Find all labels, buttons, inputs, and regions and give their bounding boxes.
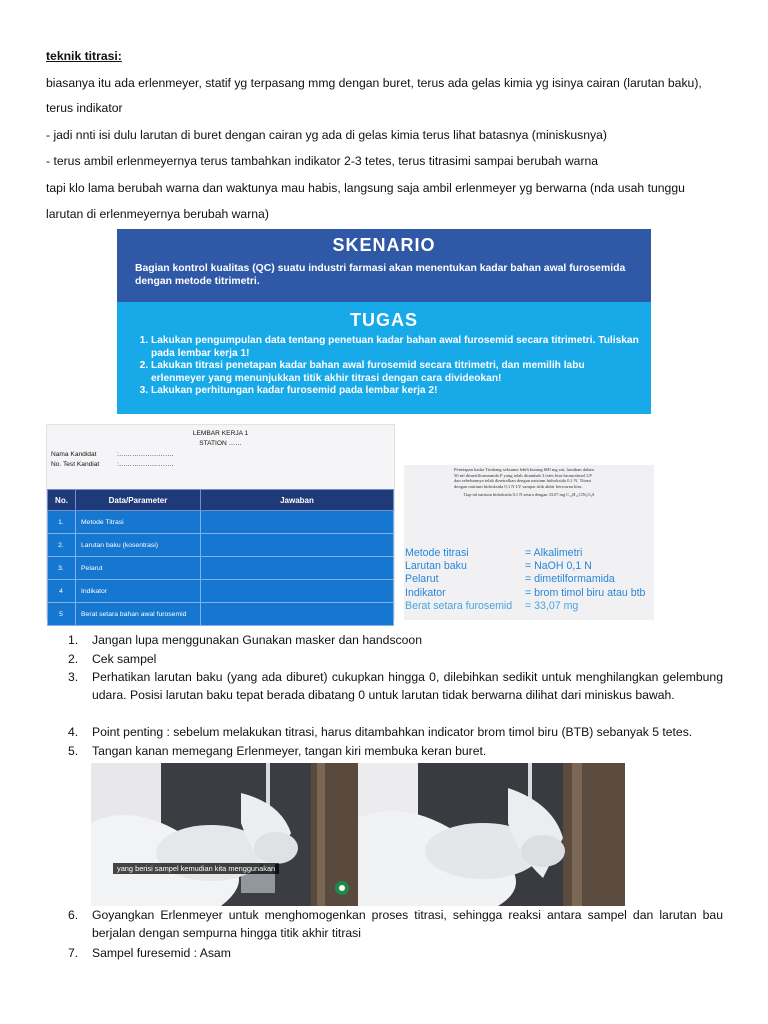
answer-row xyxy=(405,560,645,573)
worksheet-image xyxy=(46,424,395,620)
row-answer xyxy=(201,534,394,557)
table-row xyxy=(48,557,394,580)
row-parameter: Metode Titrasi xyxy=(76,511,201,534)
intro-line: biasanya itu ada erlenmeyer, statif yg terpasang mmg dengan buret, terus ada gelas kimia yg isinya cairan (larutan baku), xyxy=(46,76,702,90)
item-number: 5. xyxy=(68,744,79,758)
row-answer xyxy=(201,511,394,534)
list-item xyxy=(68,945,723,963)
column-header: No. xyxy=(48,490,76,511)
answer-row xyxy=(405,573,645,586)
item-text: Sampel furesemid : Asam xyxy=(92,946,231,960)
answer-value: = brom timol biru atau btb xyxy=(525,586,646,599)
answer-row xyxy=(405,600,645,613)
list-item xyxy=(68,632,723,650)
skenario-banner xyxy=(117,229,651,414)
answer-row xyxy=(405,587,645,600)
pharmacopoeia-equivalence: Tiap ml natrium hidroksida 0,1 N setara dengan 33,07 mg C₁₂H₁₁ClN₂O₅S xyxy=(463,492,595,498)
item-text: Perhatikan larutan baku (yang ada diburet) cukupkan hingga 0, dilebihkan sedikit untuk menghilangkan gelembung udara. Posisi larutan baku tepat berada dibatang 0 untuk larutan tidak berwarna dilihat dari miniskus bawah. xyxy=(92,670,723,702)
list-item xyxy=(68,724,723,742)
intro-line: larutan di erlenmeyernya berubah warna) xyxy=(46,207,269,221)
worksheet-title: LEMBAR KERJA 1 xyxy=(192,430,249,437)
answer-value: = 33,07 mg xyxy=(525,599,579,612)
worksheet-table xyxy=(47,489,394,626)
row-number: 3. xyxy=(48,557,76,580)
answer-key: Pelarut xyxy=(405,573,439,586)
row-answer xyxy=(201,603,394,626)
list-item xyxy=(68,743,723,761)
list-item xyxy=(68,669,723,704)
item-number: 2. xyxy=(68,652,79,666)
item-text: Tangan kanan memegang Erlenmeyer, tangan kiri membuka keran buret. xyxy=(92,744,487,758)
table-row xyxy=(48,511,394,534)
worksheet-fields xyxy=(47,450,394,469)
intro-line: - jadi nnti isi dulu larutan di buret dengan cairan yg ada di gelas kimia terus lihat batasnya (miniskusnya) xyxy=(46,128,607,142)
item-number: 4. xyxy=(68,725,79,739)
tugas-item: 1. Lakukan pengumpulan data tentang penetuan kadar bahan awal furosemid secara titrimetri. Tuliskan pada lembar kerja 1! xyxy=(151,335,641,360)
row-parameter: Indikator xyxy=(76,580,201,603)
column-header: Jawaban xyxy=(201,490,394,511)
answer-image xyxy=(404,465,654,620)
answer-list xyxy=(405,547,645,613)
answer-value: = Alkalimetri xyxy=(525,547,583,559)
section-title: teknik titrasi: xyxy=(46,49,122,63)
field-value: :……………………. xyxy=(117,451,174,458)
row-number: 2. xyxy=(48,534,76,557)
item-text: Jangan lupa menggunakan Gunakan masker dan handscoon xyxy=(92,633,422,647)
photo-frame-left xyxy=(91,763,358,906)
answer-key: Larutan baku xyxy=(405,560,467,573)
row-number: 1. xyxy=(48,511,76,534)
field-value: :……………………. xyxy=(117,460,174,468)
item-number: 1. xyxy=(68,633,79,647)
intro-line: terus indikator xyxy=(46,101,123,115)
table-row xyxy=(48,534,394,557)
item-number: 3. xyxy=(68,670,79,684)
row-answer xyxy=(201,557,394,580)
worksheet-header xyxy=(47,425,394,448)
field-label: Nama Kandidat xyxy=(51,451,97,458)
answer-key: Metode titrasi xyxy=(405,547,469,559)
field-label: No. Test Kandiat xyxy=(51,460,100,468)
list-item xyxy=(68,651,723,669)
tugas-section xyxy=(117,302,651,414)
skenario-text: Bagian kontrol kualitas (QC) suatu industri farmasi akan menentukan kadar bahan awal furosemida dengan metode titrimetri. xyxy=(135,263,626,287)
table-row xyxy=(48,603,394,626)
tugas-item: 2. Lakukan titrasi penetapan kadar bahan awal furosemid secara titrimetri, dan memilih labu erlenmeyer yang menunjukkan titik akhir titrasi dengan cara divideokan! xyxy=(151,360,641,385)
tugas-item: 3. Lakukan perhitungan kadar furosemid pada lembar kerja 2! xyxy=(151,385,641,398)
worksheet-station: STATION …… xyxy=(199,439,242,447)
answer-key: Indikator xyxy=(405,586,446,599)
skenario-heading: SKENARIO xyxy=(332,235,436,255)
answer-value: = NaOH 0,1 N xyxy=(525,560,592,573)
intro-line: - terus ambil erlenmeyernya terus tambahkan indikator 2-3 tetes, terus titrasimi sampai berubah warna xyxy=(46,154,599,168)
answer-key: Berat setara furosemid xyxy=(405,599,513,612)
row-answer xyxy=(201,580,394,603)
row-number: 5 xyxy=(48,603,76,626)
table-row xyxy=(48,580,394,603)
tugas-list xyxy=(117,335,651,398)
item-number: 6. xyxy=(68,908,79,922)
row-parameter: Larutan baku (kosentrasi) xyxy=(76,534,201,557)
item-text: Goyangkan Erlenmeyer untuk menghomogenkan proses titrasi, sehingga reaksi antara sampel dan larutan bau berjalan dengan sempurna hingga titik akhir titrasi xyxy=(92,908,723,940)
item-text: Point penting : sebelum melakukan titrasi, harus ditambahkan indicator brom timol biru (BTB) sebanyak 5 tetes. xyxy=(92,725,693,739)
row-parameter: Pelarut xyxy=(76,557,201,580)
tugas-heading: TUGAS xyxy=(350,310,418,330)
column-header: Data/Parameter xyxy=(76,490,201,511)
intro-line: tapi klo lama berubah warna dan waktunya mau habis, langsung saja ambil erlenmeyer yg berwarna (nda usah tunggu xyxy=(46,181,685,195)
item-text: Cek sampel xyxy=(92,652,157,666)
item-number: 7. xyxy=(68,946,79,960)
skenario-section xyxy=(117,229,651,302)
logo-icon xyxy=(335,881,349,895)
answer-value: = dimetilformamida xyxy=(525,573,615,586)
answer-row xyxy=(405,547,645,560)
pharmacopoeia-text: Penetapan kadar Timbang seksama lebih kurang 600 mg zat, larutkan dalam 50 ml dimetilformamida P yang telah ditambah 3 tetes biru bromotimol LP dan sebelumnya telah dinetralkan dengan natrium hidroksida 0,1 N. Titrasi dengan natrium hidroksida 0,1 N LV sampai titik akhir berwarna biru. xyxy=(454,467,594,489)
row-number: 4 xyxy=(48,580,76,603)
photo-frame-right xyxy=(358,763,625,906)
titration-photo xyxy=(91,763,625,906)
list-item xyxy=(68,907,723,942)
video-caption: yang berisi sampel kemudian kita menggunakan xyxy=(113,863,279,874)
row-parameter: Berat setara bahan awal furosemid xyxy=(76,603,201,626)
